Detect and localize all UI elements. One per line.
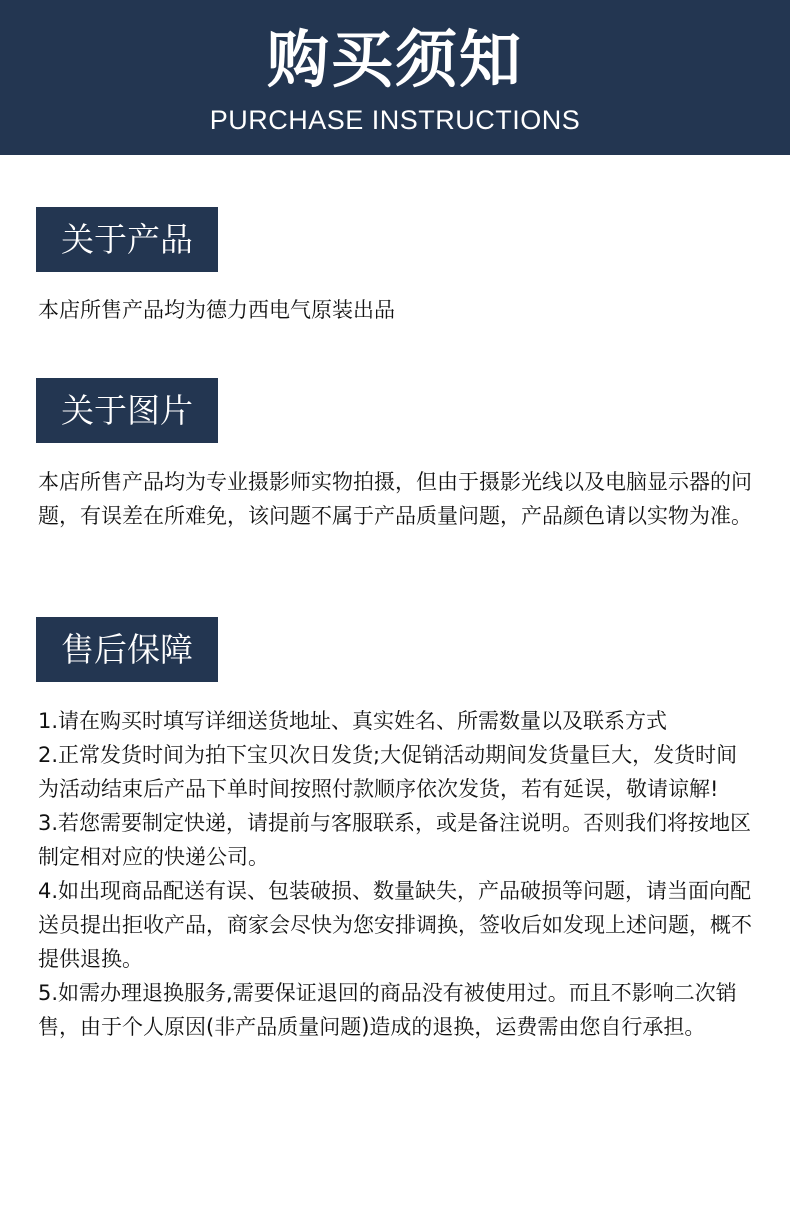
section-heading-product: 关于产品 — [36, 207, 218, 272]
section-body-images: 本店所售产品均为专业摄影师实物拍摄，但由于摄影光线以及电脑显示器的问题，有误差在所难免，该问题不属于产品质量问题，产品颜色请以实物为准。 — [38, 470, 752, 528]
after-sales-list — [38, 704, 758, 1044]
section-body-product: 本店所售产品均为德力西电气原装出品 — [38, 298, 395, 322]
list-item: 5.如需办理退换服务,需要保证退回的商品没有被使用过。而且不影响二次销售，由于个人原因(非产品质量问题)造成的退换，运费需由您自行承担。 — [38, 981, 737, 1039]
section-heading-after-sales: 售后保障 — [36, 617, 218, 682]
list-item: 1.请在购买时填写详细送货地址、真实姓名、所需数量以及联系方式 — [38, 709, 668, 733]
list-item: 4.如出现商品配送有误、包装破损、数量缺失，产品破损等问题，请当面向配送员提出拒收产品，商家会尽快为您安排调换，签收后如发现上述问题，概不提供退换。 — [38, 879, 752, 971]
page-title: 购买须知 — [266, 23, 523, 96]
header-banner — [0, 0, 790, 155]
list-item: 2.正常发货时间为拍下宝贝次日发货;大促销活动期间发货量巨大，发货时间为活动结束后产品下单时间按照付款顺序依次发货，若有延误，敬请谅解! — [38, 743, 738, 801]
page-subtitle: PURCHASE INSTRUCTIONS — [209, 105, 581, 135]
section-heading-images: 关于图片 — [36, 378, 218, 443]
list-item: 3.若您需要制定快递，请提前与客服联系，或是备注说明。否则我们将按地区制定相对应的快递公司。 — [38, 811, 752, 869]
